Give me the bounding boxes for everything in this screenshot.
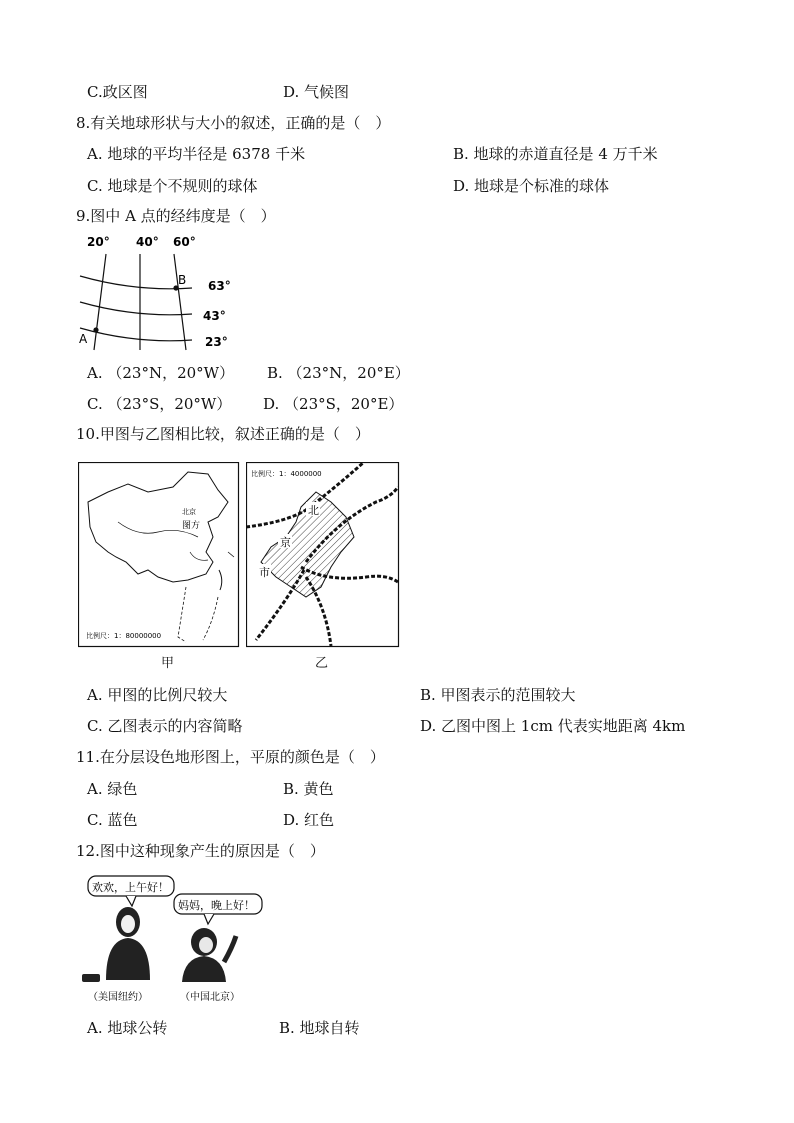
q10-option-a[interactable]: A. 甲图的比例尺较大 xyxy=(87,686,228,704)
q7-option-d[interactable]: D. 气候图 xyxy=(283,83,350,101)
q7-option-c[interactable]: C.政区图 xyxy=(87,83,148,101)
q12-option-a[interactable]: A. 地球公转 xyxy=(87,1019,168,1037)
map-yi-caption: 乙 xyxy=(315,656,329,671)
q10-stem: 10.甲图与乙图相比较，叙述正确的是（ ） xyxy=(76,425,370,443)
lon-label: 60° xyxy=(173,235,196,249)
q10-option-b[interactable]: B. 甲图表示的范围较大 xyxy=(420,686,576,704)
map-yi-char: 市 xyxy=(259,566,270,579)
q11-option-d[interactable]: D. 红色 xyxy=(283,811,335,829)
q9-stem: 9.图中 A 点的经纬度是（ ） xyxy=(76,207,276,225)
q8-stem: 8.有关地球形状与大小的叙述，正确的是（ ） xyxy=(76,114,391,132)
map-yi-char: 北 xyxy=(308,504,319,517)
q12-stem: 12.图中这种现象产生的原因是（ ） xyxy=(76,842,325,860)
bubble-text-2: 妈妈，晚上好！ xyxy=(178,899,255,912)
point-b-label: B xyxy=(178,273,187,287)
parallel-line xyxy=(80,302,192,315)
person-new-york xyxy=(82,907,150,982)
map-jia-beijing-label: 北京 xyxy=(182,508,196,516)
map-yi-char: 京 xyxy=(280,536,291,549)
q9-option-d[interactable]: D. （23°S，20°E） xyxy=(263,395,404,413)
lon-label: 20° xyxy=(87,235,110,249)
q9-option-a[interactable]: A. （23°N，20°W） xyxy=(87,364,235,382)
map-yi-beijing xyxy=(246,462,400,648)
q11-option-a[interactable]: A. 绿色 xyxy=(87,780,138,798)
q9-option-c[interactable]: C. （23°S，20°W） xyxy=(87,395,232,413)
q11-option-c[interactable]: C. 蓝色 xyxy=(87,811,138,829)
lat-label: 43° xyxy=(203,309,226,323)
meridian-line xyxy=(174,254,186,350)
bubble-text-1: 欢欢，上午好！ xyxy=(92,881,169,894)
q10-option-c[interactable]: C. 乙图表示的内容简略 xyxy=(87,717,243,735)
point-a-label: A xyxy=(79,332,88,346)
q11-option-b[interactable]: B. 黄色 xyxy=(283,780,334,798)
person-beijing xyxy=(182,928,236,982)
map-jia-tufang-label: 图方 xyxy=(182,521,201,531)
time-zone-illustration xyxy=(76,870,276,1010)
q10-option-d[interactable]: D. 乙图中图上 1cm 代表实地距离 4km xyxy=(420,717,686,735)
caption-beijing: （中国北京） xyxy=(180,992,240,1003)
lat-lon-grid-figure xyxy=(76,232,246,352)
map-yi-scale: 比例尺：1：4000000 xyxy=(251,470,322,478)
map-jia-china xyxy=(78,462,240,648)
point-a-dot xyxy=(93,327,98,332)
q11-stem: 11.在分层设色地形图上，平原的颜色是（ ） xyxy=(76,748,385,766)
lon-label: 40° xyxy=(136,235,159,249)
caption-new-york: （美国纽约） xyxy=(88,992,148,1003)
lat-label: 63° xyxy=(208,279,231,293)
q8-option-c[interactable]: C. 地球是个不规则的球体 xyxy=(87,177,258,195)
q8-option-d[interactable]: D. 地球是个标准的球体 xyxy=(453,177,610,195)
q12-option-b[interactable]: B. 地球自转 xyxy=(279,1019,360,1037)
map-jia-caption: 甲 xyxy=(161,656,175,671)
q8-option-a[interactable]: A. 地球的平均半径是 6378 千米 xyxy=(87,145,306,163)
meridian-line xyxy=(94,254,106,350)
q8-option-b[interactable]: B. 地球的赤道直径是 4 万千米 xyxy=(453,145,658,163)
lat-label: 23° xyxy=(205,335,228,349)
q9-option-b[interactable]: B. （23°N，20°E） xyxy=(267,364,410,382)
map-jia-scale: 比例尺：1：80000000 xyxy=(86,632,162,640)
